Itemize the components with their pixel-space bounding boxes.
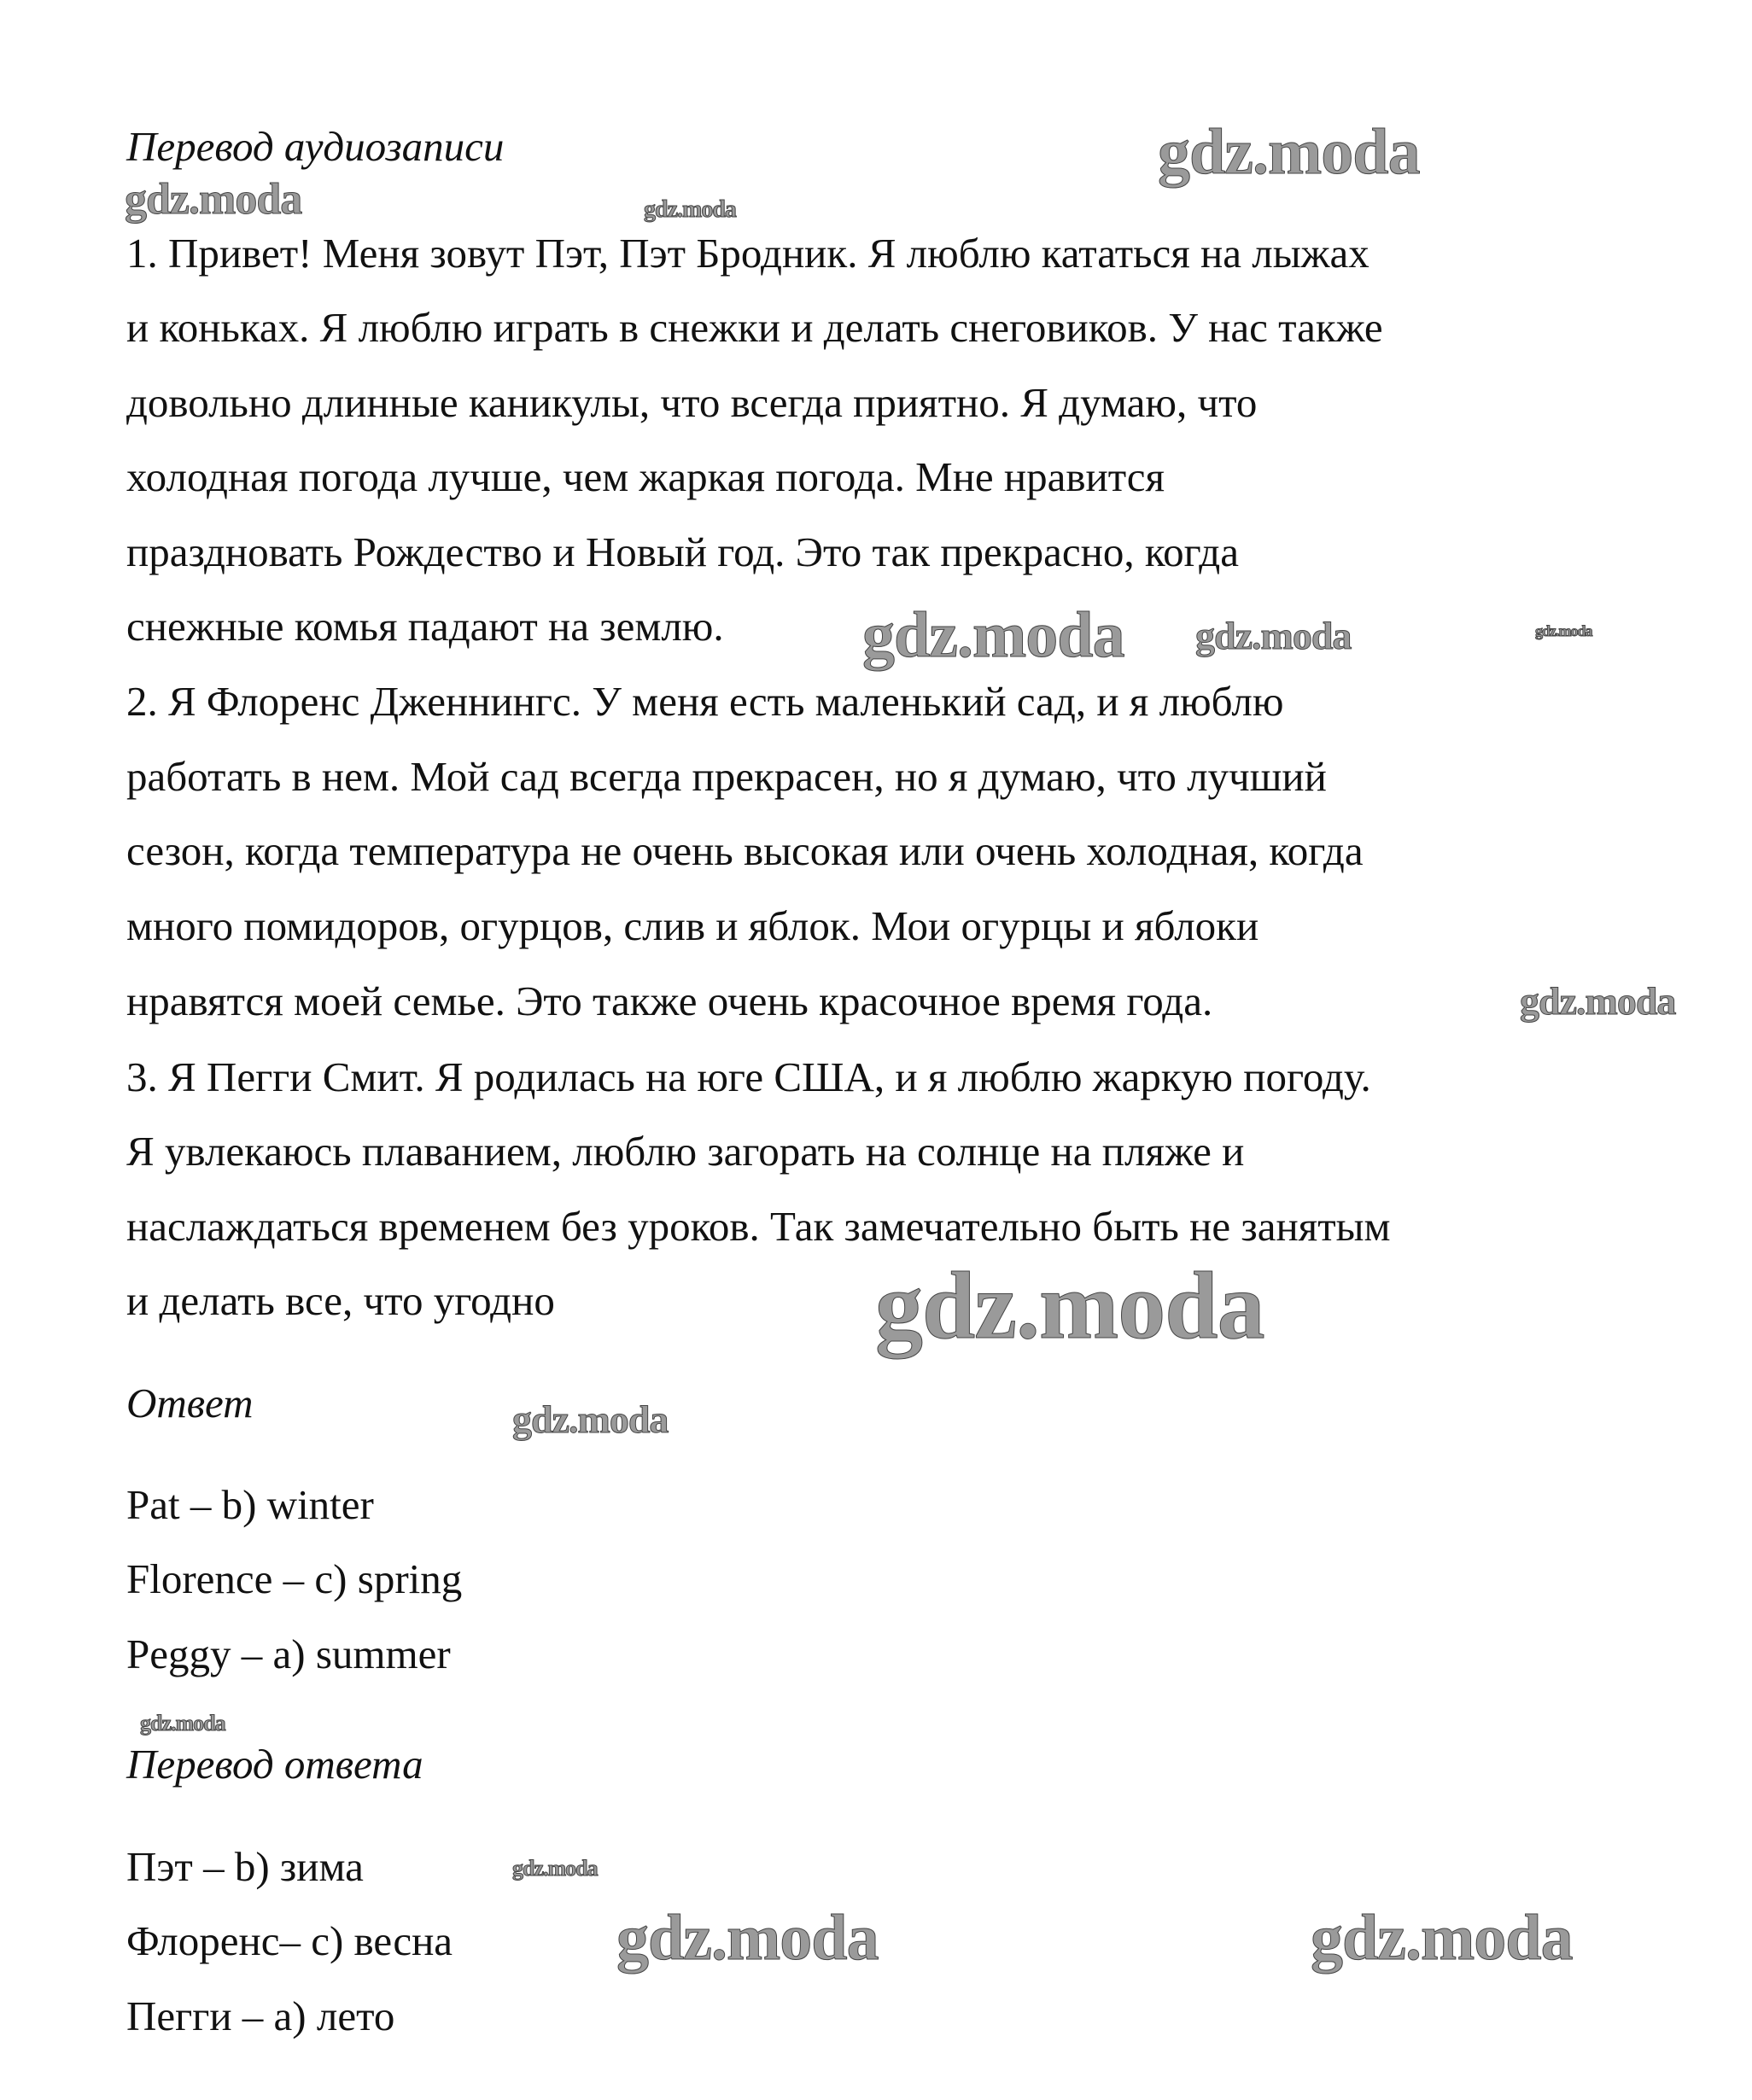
transcript-line: сезон, когда температура не очень высокая или очень холодная, когда <box>126 827 1364 874</box>
watermark: gdz.moda <box>644 196 736 223</box>
transcript-line: снежные комья падают на землю. <box>126 603 724 650</box>
watermark: gdz.moda <box>140 1711 225 1735</box>
transcript-line: много помидоров, огурцов, слив и яблок. Мои огурцы и яблоки <box>126 902 1259 949</box>
transcript-heading: Перевод аудиозаписи <box>126 123 505 170</box>
transcript-line: довольно длинные каникулы, что всегда приятно. Я думаю, что <box>126 379 1258 426</box>
watermark: gdz.moda <box>1195 614 1352 657</box>
answer-line: Florence – c) spring <box>126 1555 463 1602</box>
transcript-line: наслаждаться временем без уроков. Так замечательно быть не занятым <box>126 1203 1391 1250</box>
transcript-line: 2. Я Флоренс Дженнингс. У меня есть маленький сад, и я люблю <box>126 678 1284 725</box>
transcript-line: нравятся моей семье. Это также очень красочное время года. <box>126 977 1213 1024</box>
watermark: gdz.moda <box>512 1397 669 1441</box>
transcript-line: и коньках. Я люблю играть в снежки и делать снеговиков. У нас также <box>126 304 1383 351</box>
watermark: gdz.moda <box>875 1253 1264 1359</box>
answer-translation-line: Флоренс– c) весна <box>126 1917 453 1964</box>
watermark: gdz.moda <box>1520 979 1676 1023</box>
transcript-line: холодная погода лучше, чем жаркая погода. Мне нравится <box>126 453 1165 500</box>
transcript-line: праздновать Рождество и Новый год. Это так прекрасно, когда <box>126 528 1239 575</box>
answer-line: Pat – b) winter <box>126 1481 374 1528</box>
answer-translation-heading: Перевод ответа <box>126 1741 423 1788</box>
transcript-line: работать в нем. Мой сад всегда прекрасен, но я думаю, что лучший <box>126 753 1327 800</box>
watermark: gdz.moda <box>862 599 1124 671</box>
watermark: gdz.moda <box>1535 622 1592 639</box>
transcript-line: и делать все, что угодно <box>126 1277 555 1324</box>
watermark: gdz.moda <box>616 1902 879 1974</box>
answer-translation-line: Пэт – b) зима <box>126 1843 364 1890</box>
answer-translation-line: Пегги – a) лето <box>126 1992 395 2039</box>
transcript-line: 1. Привет! Меня зовут Пэт, Пэт Бродник. Я люблю кататься на лыжах <box>126 230 1369 277</box>
answer-line: Peggy – a) summer <box>126 1630 451 1677</box>
watermark: gdz.moda <box>512 1856 598 1881</box>
answer-heading: Ответ <box>126 1380 254 1426</box>
watermark: gdz.moda <box>1311 1902 1573 1974</box>
transcript-line: Я увлекаюсь плаванием, люблю загорать на солнце на пляже и <box>126 1128 1245 1175</box>
watermark: gdz.moda <box>125 175 302 224</box>
transcript-line: 3. Я Пегги Смит. Я родилась на юге США, и я люблю жаркую погоду. <box>126 1053 1371 1100</box>
watermark: gdz.moda <box>1158 116 1420 188</box>
